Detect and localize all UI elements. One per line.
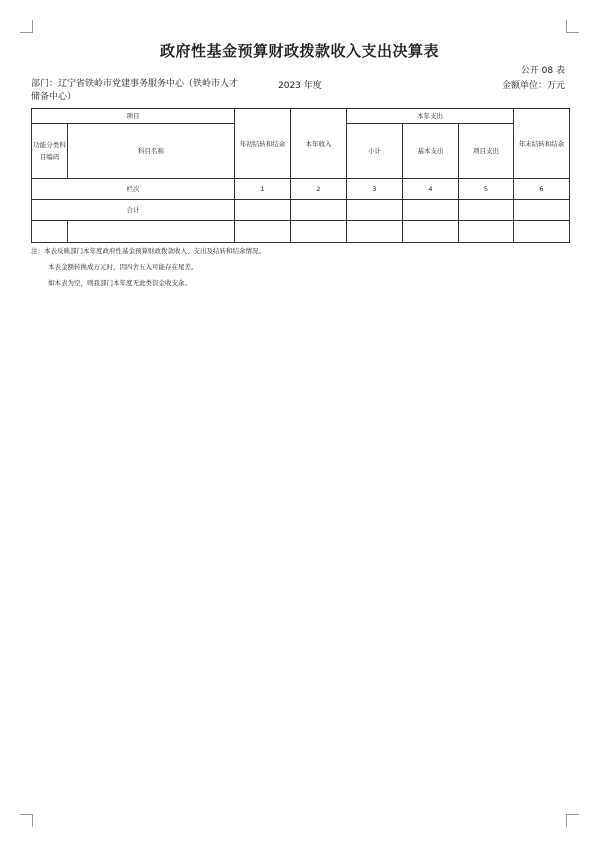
table-row [32,221,570,243]
crop-mark-top-left [20,20,33,33]
table-cell [235,200,291,221]
note-line: 注：本表反映部门本年度政府性基金预算财政拨款收入、支出及结转和结余情况。 [31,247,265,255]
table-cell [347,200,403,221]
total-row [32,200,570,221]
table-cell [514,221,570,243]
column-number: 2 [291,179,347,200]
table-cell [403,200,459,221]
column-number: 5 [459,179,514,200]
table-cell [291,200,347,221]
note-line: 如本表为空，则我部门本年度无此类资金收支余。 [48,279,191,287]
header-closing-balance: 年末结转和结余 [514,109,570,179]
header-project-expenditure: 项目支出 [459,124,514,179]
table-cell [459,221,514,243]
header-basic-expenditure: 基本支出 [403,124,459,179]
table-cell [32,221,68,243]
table-cell [514,200,570,221]
table-cell [235,221,291,243]
header-income: 本年收入 [291,109,347,179]
header-project: 项目 [32,109,235,124]
column-number: 4 [403,179,459,200]
fiscal-year: 2023 年度 [278,81,322,91]
header-function-code: 功能分类科目编码 [32,124,68,179]
amount-unit: 金额单位：万元 [501,81,565,91]
column-number: 1 [235,179,291,200]
crop-mark-bottom-left [20,814,33,827]
budget-table [31,108,570,243]
note-line: 本表金额转换成万元时，因四舍五入可能存在尾差。 [48,263,198,271]
table-cell [459,200,514,221]
table-cell [347,221,403,243]
header-subject-name: 科目名称 [68,124,235,179]
header-opening-balance: 年初结转和结余 [235,109,291,179]
column-number: 6 [514,179,570,200]
total-label: 合计 [32,200,235,221]
crop-mark-bottom-right [566,814,579,827]
page-title: 政府性基金预算财政拨款收入支出决算表 [159,42,439,60]
table-number: 公开 08 表 [520,66,565,76]
column-number-row [32,179,570,200]
column-row-label: 栏次 [32,179,235,200]
table-cell [403,221,459,243]
table-header-row-1 [32,109,570,124]
table-cell [291,221,347,243]
notes [31,243,571,291]
table-cell [68,221,235,243]
department-label: 部门：辽宁省铁岭市党建事务服务中心（铁岭市人才储备中心） [31,79,239,102]
column-number: 3 [347,179,403,200]
header-expenditure: 本年支出 [347,109,514,124]
crop-mark-top-right [566,20,579,33]
header-subtotal: 小计 [347,124,403,179]
